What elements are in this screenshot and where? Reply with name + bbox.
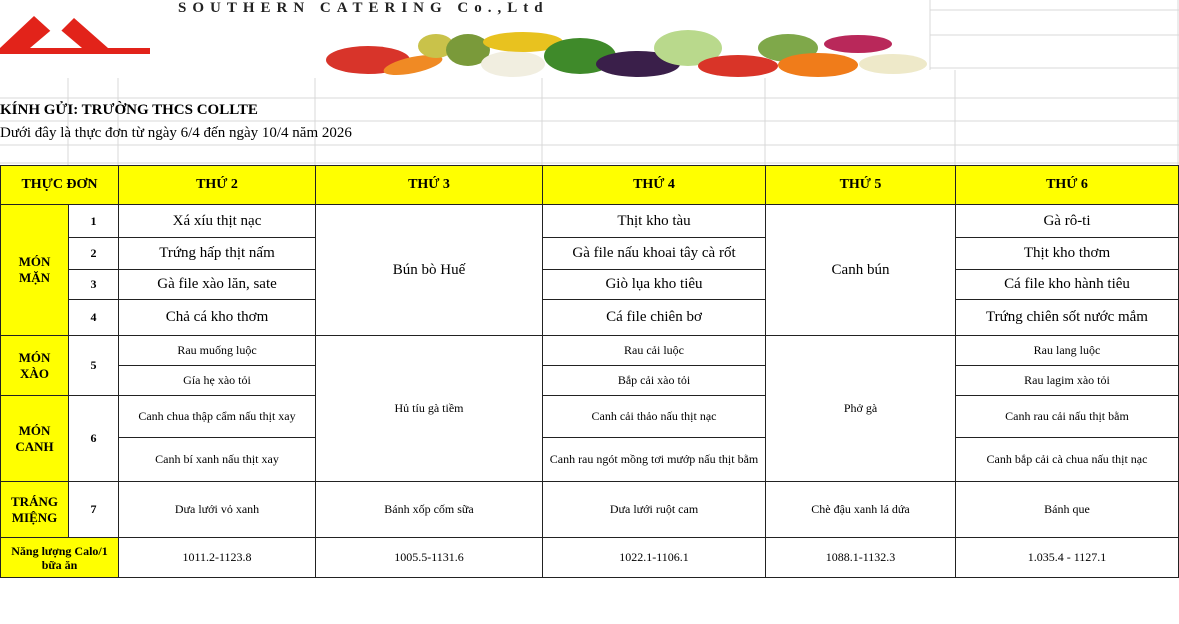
category-mon-canh: MÓN CANH	[1, 396, 69, 482]
table-row	[1, 438, 1179, 482]
menu-cell: Hủ tíu gà tiềm	[316, 336, 543, 482]
table-row	[1, 205, 1179, 238]
menu-cell: Canh bún	[766, 205, 956, 336]
vegetables-banner-image	[318, 20, 930, 80]
table-header-row	[1, 166, 1179, 205]
menu-corner-header: THỰC ĐƠN	[1, 166, 119, 205]
table-row	[1, 366, 1179, 396]
category-mon-xao: MÓN XÀO	[1, 336, 69, 396]
table-row	[1, 538, 1179, 578]
company-name: SOUTHERN CATERING Co.,Ltd	[178, 2, 549, 16]
table-row	[1, 482, 1179, 538]
category-trang-mieng: TRÁNG MIỆNG	[1, 482, 69, 538]
category-nang-luong: Năng lượng Calo/1 bữa ăn	[1, 538, 119, 578]
calorie-cell: 1088.1-1132.3	[766, 538, 956, 578]
menu-cell: Trứng chiên sốt nước mắm	[956, 300, 1179, 336]
menu-cell: Canh bắp cải cà chua nấu thịt nạc	[956, 438, 1179, 482]
row-number: 1	[69, 205, 119, 238]
row-number: 7	[69, 482, 119, 538]
menu-cell: Gà rô-ti	[956, 205, 1179, 238]
calorie-cell: 1005.5-1131.6	[316, 538, 543, 578]
menu-cell: Cá file kho hành tiêu	[956, 270, 1179, 300]
menu-cell: Bún bò Huế	[316, 205, 543, 336]
table-row	[1, 336, 1179, 366]
menu-cell: Giò lụa kho tiêu	[543, 270, 766, 300]
menu-cell: Canh rau ngót mồng tơi mướp nấu thịt bằm	[543, 438, 766, 482]
menu-cell: Gà file xào lăn, sate	[119, 270, 316, 300]
menu-cell: Gà file nấu khoai tây cà rốt	[543, 238, 766, 270]
menu-cell: Cá file chiên bơ	[543, 300, 766, 336]
table-row	[1, 238, 1179, 270]
menu-cell: Trứng hấp thịt nấm	[119, 238, 316, 270]
weekly-menu-table	[0, 165, 1179, 578]
row-number: 5	[69, 336, 119, 396]
row-number: 6	[69, 396, 119, 482]
menu-cell: Thịt kho tàu	[543, 205, 766, 238]
menu-cell: Chè đậu xanh lá dứa	[766, 482, 956, 538]
category-mon-man: MÓN MẶN	[1, 205, 69, 336]
menu-cell: Dưa lưới ruột cam	[543, 482, 766, 538]
row-number: 3	[69, 270, 119, 300]
menu-cell: Rau lagim xào tỏi	[956, 366, 1179, 396]
menu-cell: Canh cải thảo nấu thịt nạc	[543, 396, 766, 438]
table-row	[1, 300, 1179, 336]
table-row	[1, 396, 1179, 438]
day-header-thu-3: THỨ 3	[316, 166, 543, 205]
menu-cell: Rau muống luộc	[119, 336, 316, 366]
menu-cell: Chả cá kho thơm	[119, 300, 316, 336]
calorie-cell: 1.035.4 - 1127.1	[956, 538, 1179, 578]
day-header-thu-6: THỨ 6	[956, 166, 1179, 205]
menu-cell: Bánh que	[956, 482, 1179, 538]
menu-date-range-intro: Dưới đây là thực đơn từ ngày 6/4 đến ngày 10/4 năm 2026	[0, 125, 352, 141]
table-row	[1, 270, 1179, 300]
menu-cell: Canh rau cải nấu thịt bằm	[956, 396, 1179, 438]
calorie-cell: 1011.2-1123.8	[119, 538, 316, 578]
menu-cell: Thịt kho thơm	[956, 238, 1179, 270]
row-number: 2	[69, 238, 119, 270]
recipient-line: KÍNH GỬI: TRƯỜNG THCS COLLTE	[0, 102, 258, 118]
menu-cell: Phở gà	[766, 336, 956, 482]
day-header-thu-2: THỨ 2	[119, 166, 316, 205]
day-header-thu-4: THỨ 4	[543, 166, 766, 205]
menu-cell: Rau lang luộc	[956, 336, 1179, 366]
menu-cell: Gía hẹ xào tỏi	[119, 366, 316, 396]
menu-cell: Xá xíu thịt nạc	[119, 205, 316, 238]
menu-cell: Bánh xốp cốm sữa	[316, 482, 543, 538]
menu-cell: Dưa lưới vỏ xanh	[119, 482, 316, 538]
menu-cell: Canh chua thập cẩm nấu thịt xay	[119, 396, 316, 438]
calorie-cell: 1022.1-1106.1	[543, 538, 766, 578]
day-header-thu-5: THỨ 5	[766, 166, 956, 205]
southern-logo	[0, 12, 150, 60]
menu-cell: Rau cải luộc	[543, 336, 766, 366]
row-number: 4	[69, 300, 119, 336]
menu-cell: Bắp cải xào tỏi	[543, 366, 766, 396]
menu-cell: Canh bí xanh nấu thịt xay	[119, 438, 316, 482]
